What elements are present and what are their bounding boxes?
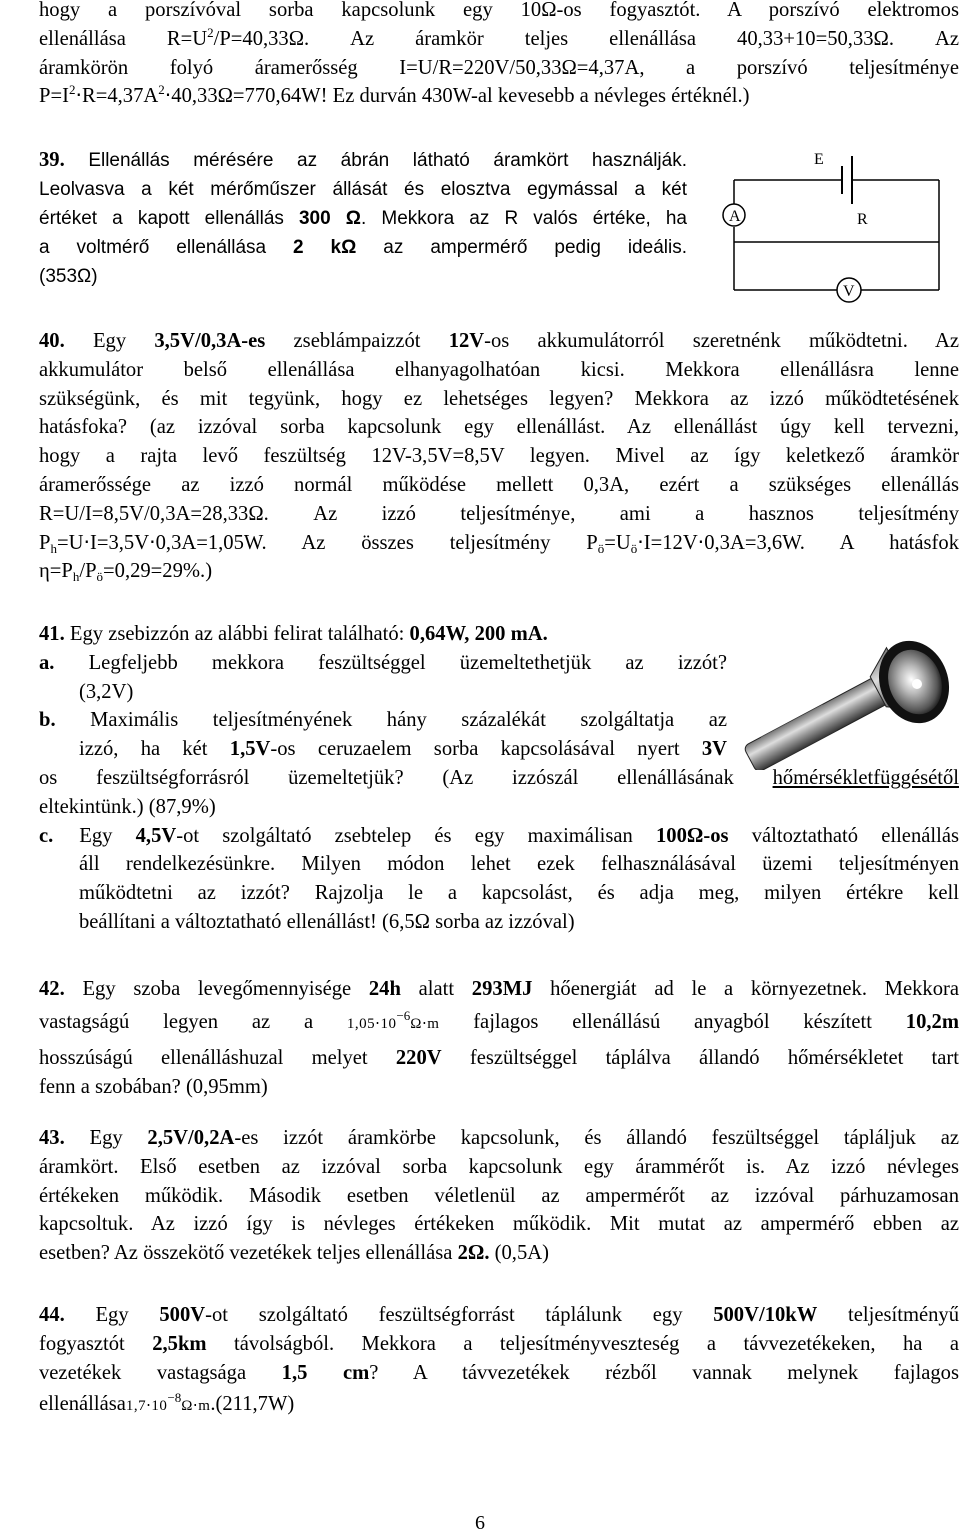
battery-label: E (814, 151, 824, 168)
page-number: 6 (475, 1512, 485, 1534)
problem-number: 43. (39, 1127, 65, 1149)
problem-number: 42. (39, 978, 65, 1000)
problem-number: 44. (39, 1304, 65, 1326)
voltmeter-label: V (843, 283, 855, 300)
problem-40: 40. Egy 3,5V/0,3A-es zseblámpaizzót 12V-os akkumulátorról szeretnénk működtetni. Az akkumulátor belső ellenállása elhanyagolhatóan kicsi. Mekkora ellenállásra lenne szükségünk, és mit tegyünk, hogy ez lehetséges legyen? Mekkora az izzó működtetésének hatásfoka? (az izzóval sorba kapcsolunk egy ellenállást. Az ellenállást úgy kell tervezni, hogy a rajta levő feszültség 12V-3,5V=8,5V legyen. Mivel az így keletkező áramkör áramerőssége az izzó normál működése mellett 0,3A, ezért a szükséges ellenállás R=U/I=8,5V/0,3A=28,33Ω. Az izzó teljesítménye, ami a hasznos teljesítmény $P_h=U\cdot I=3,5V\cdot 0,3A=1,05W$. Az összes teljesítmény $P_ö=U_ö\cdot I=12V\cdot 0,3A=3,6W$. A hatásfok $\eta=P_h/P_ö=0,29=29\%$.) (39, 330, 960, 585)
ammeter-label: A (729, 208, 741, 225)
intro-line: ellenállása $R=U^2/P=40,33\Omega$. Az áramkör teljes ellenállása 40,33+10=50,33Ω. Az (39, 24, 959, 50)
resistor-label: R (857, 211, 868, 228)
problem-42: 42. Egy szoba levegőmennyisége 24h alatt 293MJ hőenergiát ad le a környezetnek. Mekkora vastagságú legyen az a $1,05\cdot 10^{-6}\Omega\cdot m$ fajlagos ellenállású anyagból készített 10,2m hosszúságú ellenálláshuzal melyet 220V feszültséggel táplálva állandó hőmérsékletet tart fenn a szobában? (0,95mm) (39, 978, 960, 1098)
problem-39: 39. Ellenállás mérésére az ábrán látható áramkört használják. Leolvasva a két mérőműszer állását és elosztva egymással a két értéket a kapott ellenállás 300 Ω. Mekkora az R valós értéke, ha a voltmérő ellenállása 2 kΩ az ampermérő pedig ideális. (353Ω) (39, 149, 688, 287)
intro-line: hogy a porszívóval sorba kapcsolunk egy 10Ω-os fogyasztót. A porszívó elektromos (39, 0, 959, 21)
part-a: a. Legfeljebb mekkora feszültséggel üzemeltethetjük az izzót? (3,2V) b. Maximális teljesítményének hány százalékát szolgáltatja az izzó, ha két 1,5V-os ceruzaelem sorba kapcsolásával nyert 3V (39, 651, 727, 761)
problem-number: 41. (39, 623, 65, 645)
problem-number: 39. (39, 149, 65, 171)
problem-43: 43. Egy 2,5V/0,2A-es izzót áramkörbe kapcsolunk, és állandó feszültséggel tápláljuk az áramkört. Első esetben az izzóval sorba kapcsolunk egy árammérőt is. Az izzó névleges értékeken működik. Második esetben véletlenül az ampermérőt az izzóval párhuzamosan kapcsoltuk. Az izzó így is névleges értékeken működik. Mit mutat az ampermérő ebben az esetben? Az összekötő vezetékek teljes ellenállása 2Ω. (0,5A) (39, 1127, 959, 1265)
problem-44: 44. Egy 500V-ot szolgáltató feszültségforrást táplálunk egy 500V/10kW teljesítményű fogyasztót 2,5km távolságból. Mekkora a teljesítményveszteség a távvezetékeken, ha a vezetékek vastagsága 1,5 cm? A távvezetékek rézből vannak melynek fajlagos $ellenállása1,7\cdot 10^{-8}\Omega\cdot m.(211,7W)$ (39, 1304, 960, 1416)
intro-line: áramkörön folyó áramerősség I=U/R=220V/50,33Ω=4,37A, a porszívó teljesítménye (39, 56, 959, 79)
circuit-diagram (709, 142, 959, 307)
flashlight-image (729, 632, 959, 770)
problem-number: 40. (39, 330, 65, 352)
problem-41: 41. Egy zsebizzón az alábbi felirat található: 0,64W, 200 mA. a. Legfeljebb mekkora feszültséggel üzemeltethetjük az izzót? (3,2V) b. Maximális teljesítményének hány százalékát szolgáltatja az izzó, ha két 1,5V-os ceruzaelem sorba kapcsolásával nyert 3V os feszültségforrásról üzemeltetjük? (Az izzószál ellenállásának hőmérsékletfüggésétől eltekintünk.) (87,9%) c. Egy 4,5V-ot szolgáltató zsebtelep és egy maximálisan 100Ω-os változtatható ellenállás áll rendelkezésünkre. Milyen módon lehet ezek felhasználásával üzemi teljesítményen működtetni az izzót? Rajzolja le a kapcsolást, és adja meg, milyen értékre kell beállítani a változtatható ellenállást! (6,5Ω sorba az izzóval) (39, 623, 959, 933)
intro-paragraph (39, 0, 959, 111)
intro-line: $P=I^2\cdot R=4,37A^2\cdot 40,33\Omega=770,64W$! Ez durván 430W-al kevesebb a névleges értéknél.) (39, 82, 750, 108)
